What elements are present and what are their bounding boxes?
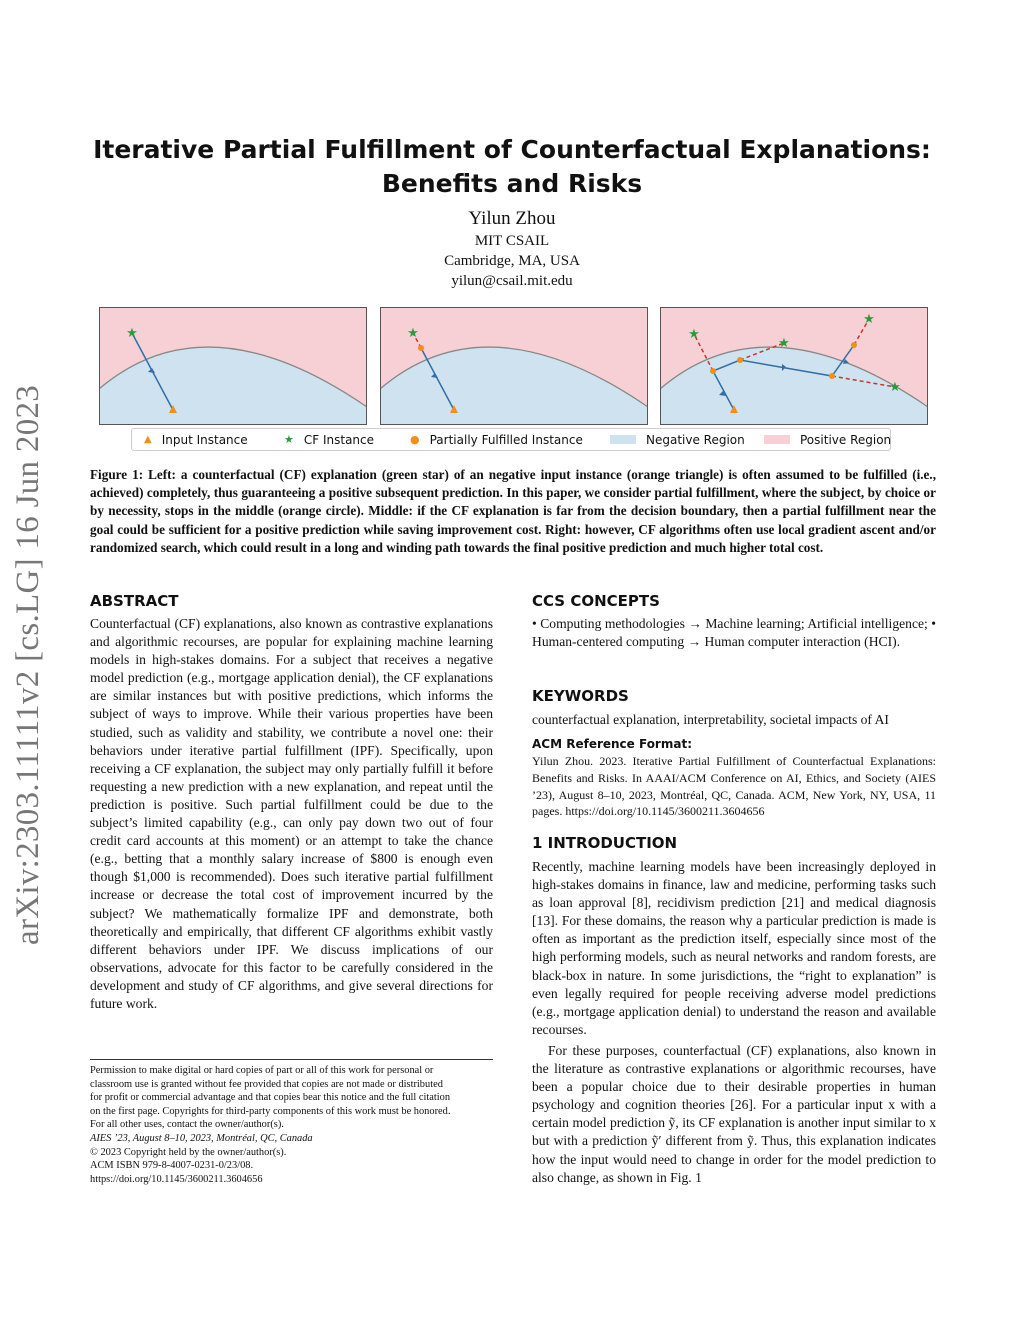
figure-panel-right	[660, 307, 928, 425]
partially-fulfilled-instance	[418, 345, 424, 351]
legend-input: ▲ Input Instance	[144, 432, 248, 447]
figure-caption: Figure 1: Left: a counterfactual (CF) explanation (green star) of an negative input instance (orange triangle) is often assumed to be fulfilled (i.e., achieved) completely, thus guaranteeing a positive subsequent prediction. In this paper, we consider partial fulfillment, where the subject, by choice or by necessity, stops in the middle (orange circle). Middle: if the CF explanation is far from the decision boundary, then a partial fulfillment near the goal could be sufficient for a positive prediction while saving improvement cost. Right: however, CF algorithms often use local gradient ascent and/or randomized search, which could result in a long and winding path towards the final positive prediction and much higher total cost.	[90, 467, 936, 555]
circle-icon: ●	[410, 433, 420, 446]
arxiv-stamp: arXiv:2303.11111v2 [cs.LG] 16 Jun 2023	[10, 384, 46, 945]
cf-instance: ★	[688, 326, 700, 341]
paper-title	[0, 133, 1024, 201]
figure-legend	[131, 428, 891, 451]
figure-panel-left	[99, 307, 367, 425]
title-line-1: Iterative Partial Fulfillment of Counterfactual Explanations:	[93, 135, 931, 164]
partially-fulfilled-instance	[829, 373, 835, 379]
copyright-footnote: Permission to make digital or hard copies of part or all of this work for personal or classroom use is granted without fee provided that copies are not made or distributed for profit or commercial advantage and that copies bear this notice and the full citation on the first page. Copyrights for third-party components of this work must be honored. For all other uses, contact the owner/author(s). AIES ’23, August 8–10, 2023, Montréal, QC, Canada © 2023 Copyright held by the owner/author(s). ACM ISBN 979-8-4007-0231-0/23/08. https://doi.org/10.1145/3600211.3604656	[90, 1065, 451, 1185]
swatch-positive	[764, 435, 790, 444]
intro-heading: 1 INTRODUCTION	[532, 834, 678, 852]
cf-instance: ★	[889, 379, 901, 394]
cf-instance: ★	[407, 325, 419, 340]
triangle-icon: ▲	[144, 434, 152, 445]
abstract-heading: ABSTRACT	[90, 592, 179, 610]
legend-positive: Positive Region	[764, 429, 891, 450]
reference-text: Yilun Zhou. 2023. Iterative Partial Fulfillment of Counterfactual Explanations: Benefits and Risks. In AAAI/ACM Conference on AI, Ethics, and Society (AIES ’23), August 8–10, 2023, Montréal, QC, Canada. ACM, New York, NY, USA, 11 pages. https://doi.org/10.1145/3600211.3604656	[532, 754, 936, 819]
reference-heading: ACM Reference Format:	[532, 737, 692, 751]
cf-instance: ★	[126, 325, 138, 340]
figure-panel-middle	[380, 307, 648, 425]
legend-cf: ★ CF Instance	[284, 432, 375, 447]
keywords-heading: KEYWORDS	[532, 687, 629, 705]
keywords-text: counterfactual explanation, interpretability, societal impacts of AI	[532, 712, 889, 727]
abstract-text: Counterfactual (CF) explanations, also known as contrastive explanations and algorithmic recourses, are popular for explaining machine learning models in high-stakes domains. For a subject that receives a negative model prediction (e.g., mortgage application denial), the CF explanations are similar instances but with positive predictions, which informs the subject of ways to improve. While their various properties have been studied, such as validity and stability, we contribute a novel one: their behaviors under iterative partial fulfillment (IPF). Specifically, upon receiving a CF explanation, the subject may only partially fulfill it before requesting a new prediction with a new explanation, and repeat until the prediction is positive. Such partial fulfillment could be due to the subject’s limited capability (e.g., can only pay down two out of four credit card accounts at this moment) or an attempt to take the chance (e.g., betting that a monthly salary increase of $800 is enough even though $1,000 is recommended). Does such iterative partial fulfillment increase or decrease the total cost of improvement incurred by the subject? We mathematically formalize IPF and demonstrate, both theoretically and empirically, that different CF algorithms exhibit vastly different behaviors under IPF. We discuss implications of our observations, advocate for this factor to be carefully considered in the development and study of CF algorithms, and give several directions for future work.	[90, 616, 493, 1011]
title-line-2: Benefits and Risks	[381, 169, 643, 198]
partially-fulfilled-instance	[710, 368, 716, 374]
ccs-heading: CCS CONCEPTS	[532, 592, 660, 610]
affiliation: MIT CSAIL	[474, 233, 550, 249]
legend-partial: ● Partially Fulfilled Instance	[410, 432, 583, 447]
partially-fulfilled-instance	[851, 342, 857, 348]
cf-instance: ★	[778, 335, 790, 350]
email: yilun@csail.mit.edu	[451, 273, 573, 289]
footnote-rule	[90, 1059, 493, 1060]
intro-paragraph-1: Recently, machine learning models have been increasingly deployed in high-stakes domains in finance, law and medicine, performing tasks such as loan approval [8], recidivism prediction [21] and medical diagnosis [13]. For these domains, the reason why a particular prediction is made is often as important as the prediction itself, especially since most of the high performing models, such as neural networks and random forests, are black-box in nature. In some jurisdictions, the “right to explanation” is even legally required for people receiving adverse model predictions (e.g., mortgage application denial) to understand the reason and available recourses.	[532, 859, 936, 1037]
location: Cambridge, MA, USA	[444, 253, 580, 269]
star-icon: ★	[284, 433, 294, 446]
swatch-negative	[610, 435, 636, 444]
legend-negative: Negative Region	[610, 429, 745, 450]
ccs-text: • Computing methodologies → Machine learning; Artificial intelligence; • Human-centered computing → Human computer interaction (HCI).	[532, 616, 936, 650]
author-name: Yilun Zhou	[468, 208, 556, 229]
cf-instance: ★	[863, 311, 875, 326]
intro-paragraph-2: For these purposes, counterfactual (CF) explanations, also known in the literature as contrastive explanations or algorithmic recourses, have been a popular choice due to their desirable properties in human psychology and cognition theories [26]. For a particular input x with a certain model prediction ỹ, its CF explanation is another input similar to x but with a prediction ỹ′ different from ỹ. Thus, this explanation indicates how the input would need to change in order for the model prediction to also change, as shown in Fig. 1	[532, 1043, 936, 1185]
partially-fulfilled-instance	[737, 357, 743, 363]
